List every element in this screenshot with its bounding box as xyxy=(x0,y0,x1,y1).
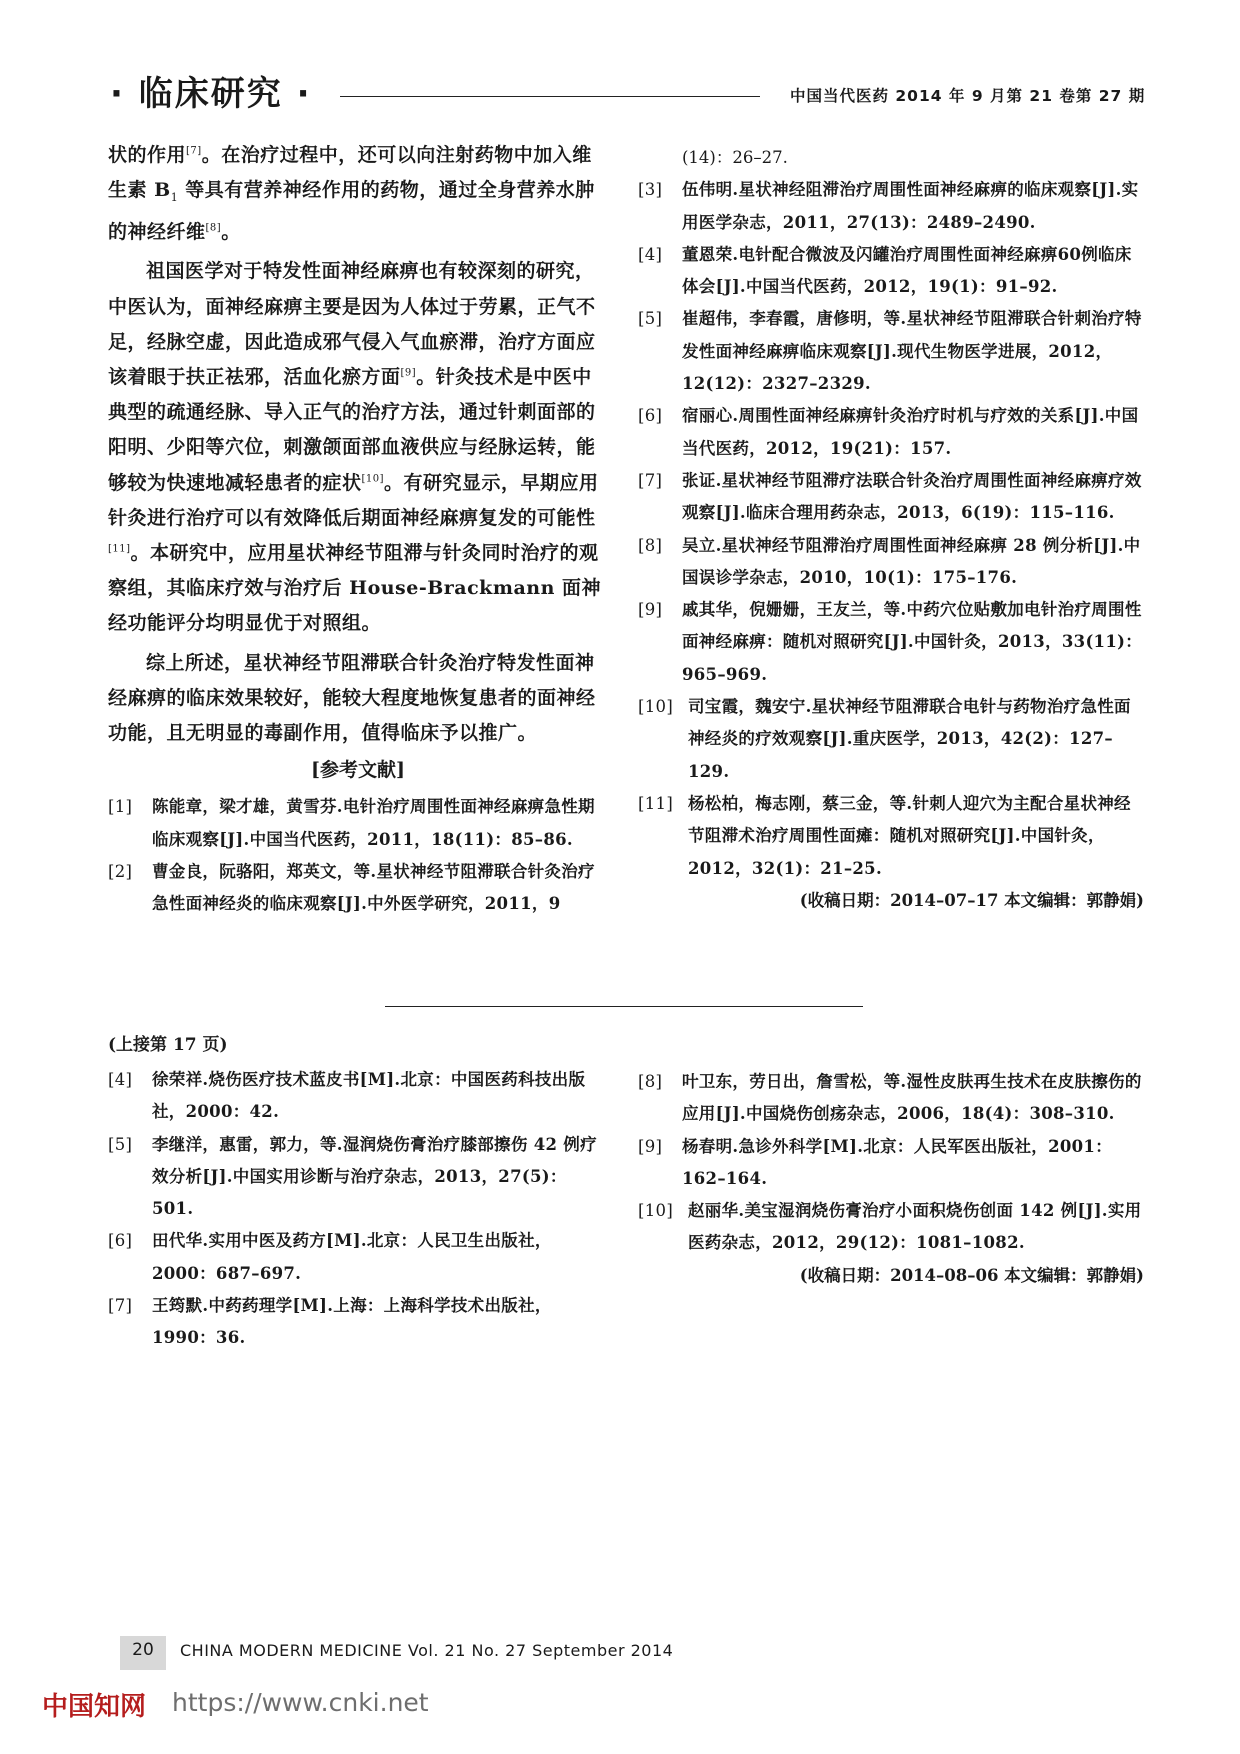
text-run: 。针灸技术是中医中典型的疏通经脉、导入正气的治疗方法，通过针刺面部的阳明、少阳等穴位，刺激颌面部血液供应与经脉运转，能够较为快速地减轻患者的症状 xyxy=(108,366,596,494)
reference-text: 王筠默.中药药理学[M].上海：上海科学技术出版社，1990：36. xyxy=(152,1296,552,1348)
reference-number: [8] xyxy=(638,1072,663,1091)
reference-text: 曹金良，阮骆阳，郑英文，等.星状神经节阻滞联合针灸治疗急性面神经炎的临床观察[J].中外医学研究，2011，9 xyxy=(152,861,595,914)
received-date-note: (收稿日期：2014–07–17 本文编辑：郭静娟) xyxy=(799,890,1144,910)
reference-text: 田代华.实用中医及药方[M].北京：人民卫生出版社，2000：687–697. xyxy=(152,1231,552,1283)
reference-text: 李继洋，惠雷，郭力，等.湿润烧伤膏治疗膝部擦伤 42 例疗效分析[J].中国实用诊断与治疗杂志，2013，27(5)：501. xyxy=(152,1134,597,1219)
citation-mark: [9] xyxy=(400,367,417,379)
cnki-logo-text: 中国知网 xyxy=(42,1692,147,1722)
reference-number: [8] xyxy=(638,535,663,555)
lower-right-column xyxy=(638,1066,1144,1292)
text-run: 。本研究中，应用星状神经节阻滞与针灸同时治疗的观察组，其临床疗效与治疗后 House-Brackmann 面神经功能评分均明显优于对照组。 xyxy=(108,542,601,635)
right-column xyxy=(638,142,1144,917)
reference-number: [10] xyxy=(638,697,674,717)
reference-item xyxy=(638,303,1144,400)
reference-text: 杨松柏，梅志刚，蔡三金，等.针刺人迎穴为主配合星状神经节阻滞术治疗周围性面瘫：随机对照研究[J].中国针灸，2012，32(1)：21–25. xyxy=(688,793,1131,878)
reference-text: 董恩荣.电针配合微波及闪罐治疗周围性面神经麻痹60例临床体会[J].中国当代医药，2012，19(1)：91–92. xyxy=(682,244,1132,297)
reference-text: 宿丽心.周围性面神经麻痹针灸治疗时机与疗效的关系[J].中国当代医药，2012，19(21)：157. xyxy=(682,406,1139,458)
journal-issue-line: 中国当代医药 2014 年 9 月第 21 卷第 27 期 xyxy=(790,87,1146,105)
reference-number: [9] xyxy=(638,600,663,620)
continued-from-note: (上接第 17 页) xyxy=(108,1035,228,1055)
reference-number: [11] xyxy=(638,793,674,813)
reference-number: [6] xyxy=(108,1231,133,1251)
left-references xyxy=(108,791,608,920)
cnki-url[interactable]: https://www.cnki.net xyxy=(172,1688,429,1717)
reference-text: 张证.星状神经节阻滞疗法联合针灸治疗周围性面神经麻痹疗效观察[J].临床合理用药杂志，2013，6(19)：115–116. xyxy=(682,470,1142,523)
reference-text: 吴立.星状神经节阻滞治疗周围性面神经麻痹 28 例分析[J].中国误诊学杂志，2010，10(1)：175–176. xyxy=(682,535,1141,587)
reference-text: 叶卫东，劳日出，詹雪松，等.湿性皮肤再生技术在皮肤擦伤的应用[J].中国烧伤创疡杂志，2006，18(4)：308–310. xyxy=(682,1072,1142,1124)
reference-item xyxy=(108,1225,608,1290)
text-run: 祖国医学对于特发性面神经麻痹也有较深刻的研究，中医认为，面神经麻痹主要是因为人体过于劳累，正气不足，经脉空虚，因此造成邪气侵入气血瘀滞，治疗方面应该着眼于扶正祛邪，活血化瘀方面 xyxy=(108,260,596,389)
received-date-note: (收稿日期：2014–08–06 本文编辑：郭静娟) xyxy=(799,1265,1144,1285)
reference-number: [9] xyxy=(638,1136,663,1156)
text-run: 。 xyxy=(221,221,241,244)
reference-item xyxy=(638,1066,1144,1131)
reference-text: 赵丽华.美宝湿润烧伤膏治疗小面积烧伤创面 142 例[J].实用医药杂志，2012，29(12)：1081–1082. xyxy=(688,1201,1142,1253)
reference-item xyxy=(638,239,1144,304)
reference-number: [4] xyxy=(638,244,663,264)
reference-number: [3] xyxy=(638,180,663,200)
citation-mark: [10] xyxy=(361,473,385,485)
reference-item xyxy=(108,856,608,921)
reference-number: [5] xyxy=(108,1134,133,1154)
reference-number: [7] xyxy=(638,470,663,490)
reference-item xyxy=(638,465,1144,530)
reference-continuation: (14)：26–27. xyxy=(682,148,788,167)
text-run: 。有研究显示，早期应用针灸进行治疗可以有效降低后期面神经麻痹复发的可能性 xyxy=(108,471,599,529)
reference-text: 戚其华，倪姗姗，王友兰，等.中药穴位贴敷加电针治疗周围性面神经麻痹：随机对照研究[J].中国针灸，2013，33(11)：965–969. xyxy=(682,600,1143,684)
reference-item xyxy=(638,174,1144,239)
reference-number: [4] xyxy=(108,1070,133,1089)
subscript: 1 xyxy=(170,191,179,204)
paragraph-3: 综上所述，星状神经节阻滞联合针灸治疗特发性面神经麻痹的临床效果较好，能较大程度地恢复患者的面神经功能，且无明显的毒副作用，值得临床予以推广。 xyxy=(108,651,596,745)
reference-number: [6] xyxy=(638,406,663,426)
journal-footer: CHINA MODERN MEDICINE Vol. 21 No. 27 September 2014 xyxy=(180,1641,674,1660)
reference-text: 崔超伟，李春霞，唐修明，等.星状神经节阻滞联合针刺治疗特发性面神经麻痹临床观察[J].现代生物医学进展，2012，12(12)：2327–2329. xyxy=(682,309,1142,394)
reference-number: [10] xyxy=(638,1201,674,1221)
reference-item xyxy=(638,1195,1144,1260)
section-heading: · 临床研究 · xyxy=(110,74,312,114)
header-rule xyxy=(340,96,760,97)
reference-text: 司宝霞，魏安宁.星状神经节阻滞联合电针与药物治疗急性面神经炎的疗效观察[J].重庆医学，2013，42(2)：127–129. xyxy=(688,697,1131,781)
text-run: 。在治疗过程中，还可以向注射药物中加入维生素 B xyxy=(108,144,592,202)
citation-mark: [7] xyxy=(186,145,202,157)
reference-number: [2] xyxy=(108,861,133,881)
paragraph-1 xyxy=(108,138,608,250)
paragraph-2 xyxy=(108,254,608,641)
reference-item xyxy=(108,1290,608,1355)
reference-item xyxy=(108,1129,608,1226)
reference-item xyxy=(638,691,1144,788)
reference-item xyxy=(638,1131,1144,1196)
reference-number: [5] xyxy=(638,309,663,329)
page-number: 20 xyxy=(132,1640,154,1660)
section-divider xyxy=(385,1006,863,1007)
left-column xyxy=(108,138,608,920)
lower-left-column xyxy=(108,1030,608,1355)
reference-number: [1] xyxy=(108,797,133,817)
reference-item xyxy=(638,400,1144,465)
reference-item xyxy=(108,791,608,856)
reference-item xyxy=(638,594,1144,691)
reference-number: [7] xyxy=(108,1296,133,1316)
reference-item xyxy=(638,530,1144,595)
text-run: 状的作用 xyxy=(108,144,187,166)
reference-text: 杨春明.急诊外科学[M].北京：人民军医出版社，2001：162–164. xyxy=(682,1136,1112,1188)
reference-item xyxy=(108,1064,608,1129)
references-title: [参考文献] xyxy=(311,759,405,782)
reference-item xyxy=(638,788,1144,885)
text-run: 等具有营养神经作用的药物，通过全身营养水肿的神经纤维 xyxy=(108,179,595,244)
reference-text: 伍伟明.星状神经阻滞治疗周围性面神经麻痹的临床观察[J].实用医学杂志，2011，27(13)：2489–2490. xyxy=(682,180,1139,232)
reference-text: 陈能章，梁才雄，黄雪芬.电针治疗周围性面神经麻痹急性期临床观察[J].中国当代医药，2011，18(11)：85–86. xyxy=(152,797,595,849)
citation-mark: [8] xyxy=(205,222,222,234)
citation-mark: [11] xyxy=(108,543,131,555)
reference-text: 徐荣祥.烧伤医疗技术蓝皮书[M].北京：中国医药科技出版社，2000：42. xyxy=(152,1070,586,1122)
